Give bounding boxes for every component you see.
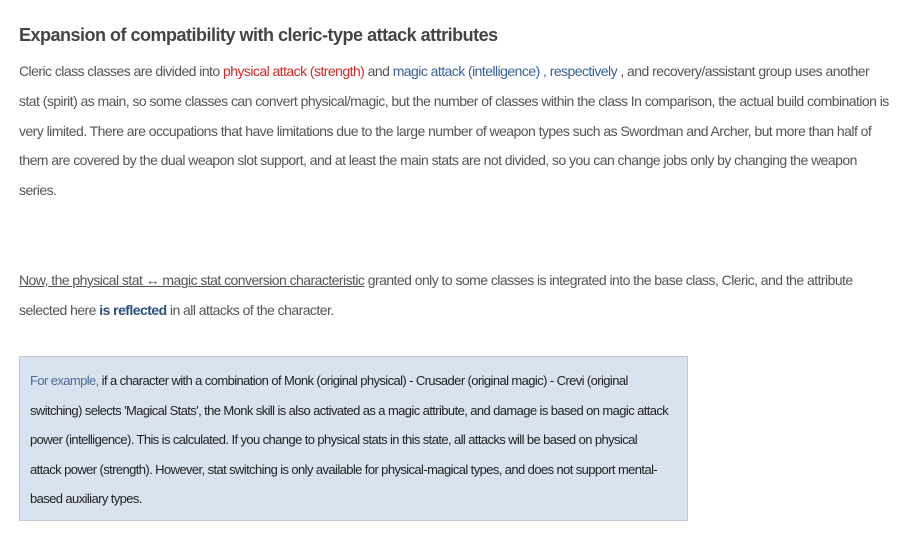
conversion-underlined-text: Now, the physical stat ↔ magic stat conversion characteristic xyxy=(19,272,365,288)
magic-attack-highlight: magic attack (intelligence) , respectively xyxy=(392,63,618,79)
section-title: Expansion of compatibility with cleric-type attack attributes xyxy=(19,25,498,45)
physical-attack-highlight: physical attack (strength) xyxy=(222,63,365,79)
example-text xyxy=(30,366,670,514)
conversion-middle-text: granted only to some classes is integrated into the base class, Cleric, and the attribute selected here xyxy=(19,272,853,318)
example-body: if a character with a combination of Monk (original physical) - Crusader (original magic) - Crevi (original switching) selects 'Magical Stats', the Monk skill is also activated as a magic attribute, and damage is based on magic attack power (intelligence). This is calculated. If you change to physical stats in this state, all attacks will be based on physical attack power (strength). However, stat switching is only available for physical-magical types, and does not support mental-based auxiliary types. xyxy=(30,373,669,506)
intro-lead-text: Cleric class classes are divided into xyxy=(19,63,223,79)
conversion-paragraph xyxy=(19,266,889,326)
intro-and-text: and xyxy=(364,63,393,79)
reflected-emphasis: is reflected xyxy=(99,301,167,318)
intro-rest-text: , and recovery/assistant group uses another stat (spirit) as main, so some classes can convert physical/magic, but the number of classes within the class In comparison, the actual build combination is very limited. There are occupations that have limitations due to the large number of weapon types such as Swordman and Archer, but more than half of them are covered by the dual weapon slot support, and at least the main stats are not divided, so you can change jobs only by changing the weapon series. xyxy=(19,63,889,199)
example-callout-box xyxy=(19,356,688,521)
intro-paragraph xyxy=(19,57,889,206)
conversion-end-text: in all attacks of the character. xyxy=(166,301,334,318)
example-lead: For example, xyxy=(30,373,99,388)
